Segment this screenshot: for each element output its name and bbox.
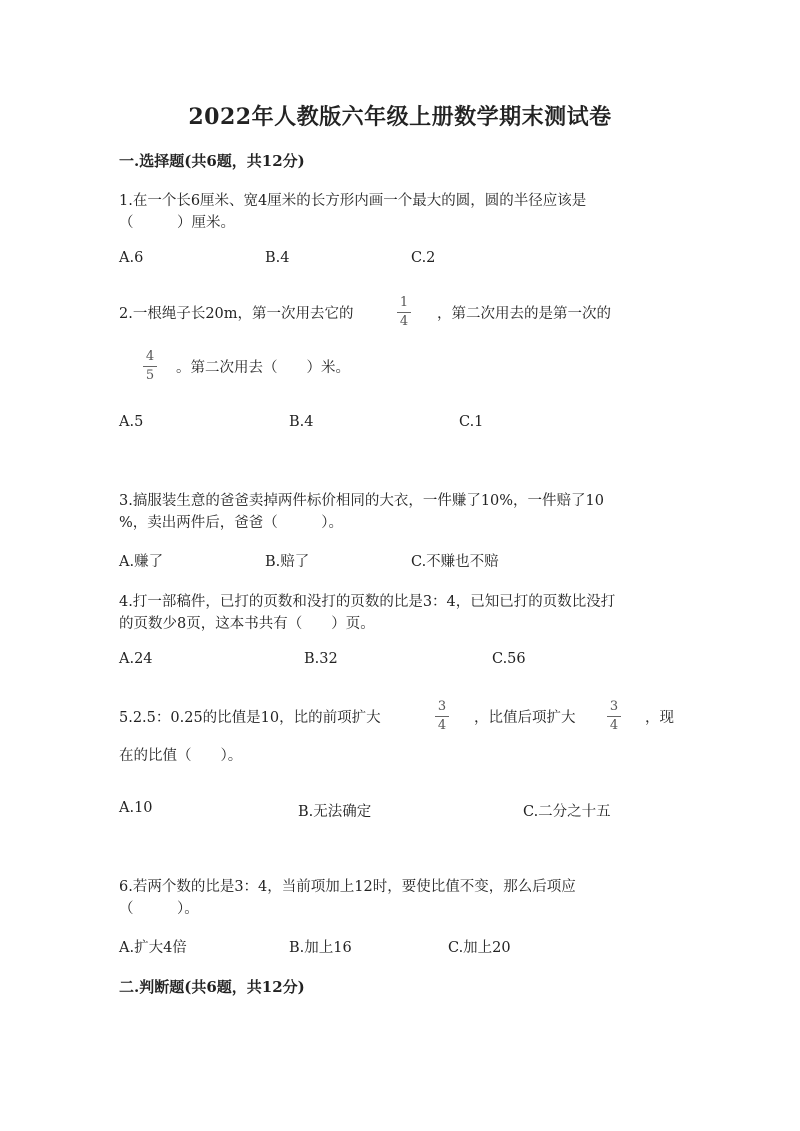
question-5-option-a: A.10: [119, 800, 153, 816]
question-3-option-a: A.赚了: [119, 554, 164, 570]
fraction-bar: [435, 716, 449, 717]
question-1-option-c: C.2: [411, 250, 436, 266]
question-1-line-2: （ ）厘米。: [119, 215, 235, 231]
question-4-option-b: B.32: [304, 651, 338, 667]
section-heading-choice: 一.选择题(共6题，共12分): [119, 152, 305, 170]
question-3-line-1: 3.搞服装生意的爸爸卖掉两件标价相同的大衣，一件赚了10%，一件赔了10: [119, 493, 605, 509]
fraction-bar: [143, 366, 157, 367]
question-6-line-1: 6.若两个数的比是3：4，当前项加上12时，要使比值不变，那么后项应: [119, 879, 576, 895]
fraction-bar: [607, 716, 621, 717]
question-1-option-b: B.4: [265, 250, 290, 266]
question-3-line-2: %，卖出两件后，爸爸（ ）。: [119, 515, 344, 531]
fraction-numerator: 3: [437, 699, 447, 714]
question-4-option-a: A.24: [119, 651, 153, 667]
question-5-part-1: 5.2.5：0.25的比值是10，比的前项扩大: [119, 710, 381, 726]
question-2-part-3: 。第二次用去（ ）米。: [176, 360, 350, 376]
question-6-option-c: C.加上20: [448, 940, 511, 956]
question-1-line-1: 1.在一个长6厘米、宽4厘米的长方形内画一个最大的圆，圆的半径应该是: [119, 193, 587, 209]
question-4-line-1: 4.打一部稿件，已打的页数和没打的页数的比是3：4，已知已打的页数比没打: [119, 594, 616, 610]
fraction-numerator: 3: [609, 699, 619, 714]
fraction-denominator: 4: [609, 718, 619, 733]
question-6-option-a: A.扩大4倍: [119, 940, 187, 956]
fraction-denominator: 5: [145, 368, 155, 383]
fraction-bar: [397, 312, 411, 313]
question-2-fraction-2: [140, 350, 160, 383]
fraction-numerator: 4: [145, 349, 155, 364]
question-3-option-b: B.赔了: [265, 554, 310, 570]
question-5-fraction-1: [432, 700, 452, 733]
question-5-part-2: ，比值后项扩大: [474, 710, 576, 726]
fraction-denominator: 4: [437, 718, 447, 733]
question-6-option-b: B.加上16: [289, 940, 352, 956]
question-5-option-c: C.二分之十五: [523, 804, 611, 820]
fraction-numerator: 1: [399, 295, 409, 310]
question-4-line-2: 的页数少8页，这本书共有（ ）页。: [119, 616, 375, 632]
question-5-part-3: ，现: [645, 710, 674, 726]
question-2-option-a: A.5: [119, 414, 144, 430]
section-heading-true-false: 二.判断题(共6题，共12分): [119, 978, 305, 996]
question-1-option-a: A.6: [119, 250, 144, 266]
question-5-part-4: 在的比值（ ）。: [119, 748, 243, 764]
question-5-option-b: B.无法确定: [298, 804, 372, 820]
question-6-line-2: （ ）。: [119, 901, 199, 917]
question-2-fraction-1: [394, 296, 414, 329]
question-2-option-b: B.4: [289, 414, 314, 430]
question-3-option-c: C.不赚也不赔: [411, 554, 499, 570]
question-2-option-c: C.1: [459, 414, 484, 430]
page-title: 2022年人教版六年级上册数学期末测试卷: [188, 104, 612, 130]
fraction-denominator: 4: [399, 314, 409, 329]
question-2-part-2: ，第二次用去的是第一次的: [437, 306, 611, 322]
question-5-fraction-2: [604, 700, 624, 733]
question-2-part-1: 2.一根绳子长20m，第一次用去它的: [119, 306, 354, 322]
question-4-option-c: C.56: [492, 651, 526, 667]
